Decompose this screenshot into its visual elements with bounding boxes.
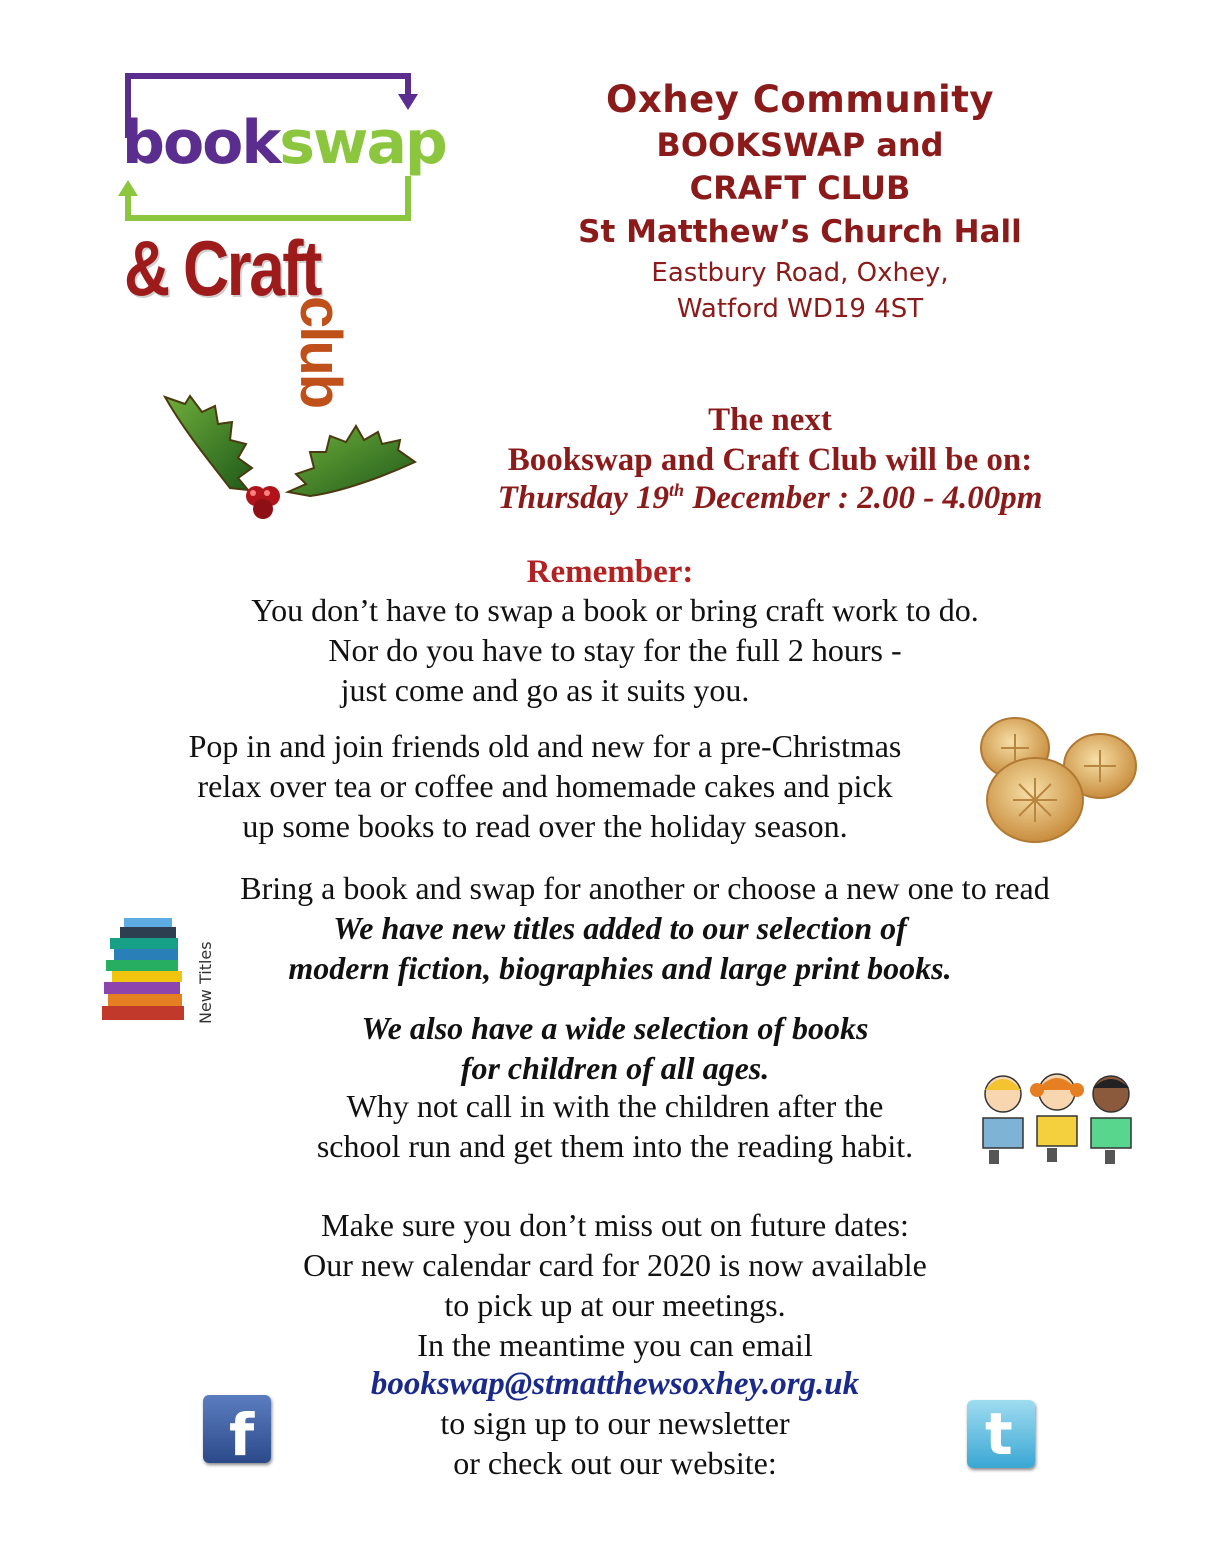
twitter-glyph: t (985, 1400, 1013, 1468)
twitter-icon[interactable] (967, 1400, 1035, 1468)
remember-heading: Remember: (526, 554, 694, 590)
future-line-4: In the meantime you can email (417, 1327, 813, 1363)
logo-word-book: book (122, 108, 280, 178)
logo-word-club: club (288, 296, 353, 408)
new-titles-badge: New Titles (196, 941, 215, 1024)
facebook-icon[interactable] (203, 1395, 271, 1469)
books-line-2: We have new titles added to our selection of (333, 910, 907, 946)
children-line-1: We also have a wide selection of books (361, 1010, 869, 1046)
holly-icon (160, 392, 420, 522)
future-line-3: to pick up at our meetings. (444, 1287, 786, 1323)
books-line-1: Bring a book and swap for another or choose a new one to read (240, 870, 1050, 906)
logo-word-craft: & Craft (124, 224, 320, 312)
header-line-bookswap: BOOKSWAP and (656, 126, 944, 164)
header-line-craft-club: CRAFT CLUB (689, 169, 911, 207)
remember-line-3: just come and go as it suits you. (340, 672, 750, 708)
header-address-line2: Watford WD19 4ST (676, 294, 924, 324)
books-line-3: modern fiction, biographies and large print books. (288, 950, 952, 986)
future-line-newsletter: to sign up to our newsletter (440, 1405, 790, 1441)
header-address-line1: Eastbury Road, Oxhey, (651, 258, 949, 288)
bookswap-logo (118, 68, 448, 408)
children-line-2: for children of all ages. (460, 1050, 770, 1086)
remember-line-2: Nor do you have to stay for the full 2 hours - (328, 632, 902, 668)
facebook-glyph: f (229, 1401, 255, 1469)
next-event-date-prefix: Thursday 19 (497, 480, 670, 516)
future-line-website: or check out our website: (453, 1445, 777, 1481)
popin-line-3: up some books to read over the holiday season. (242, 808, 848, 844)
future-line-2: Our new calendar card for 2020 is now available (303, 1247, 927, 1283)
remember-line-1: You don’t have to swap a book or bring craft work to do. (251, 592, 979, 628)
email-link[interactable]: bookswap@stmatthewsoxhey.org.uk (370, 1366, 860, 1402)
children-line-3: Why not call in with the children after the (346, 1088, 884, 1124)
next-event-line2: Bookswap and Craft Club will be on: (507, 442, 1033, 478)
next-event-date-sup: th (669, 480, 685, 500)
popin-line-1: Pop in and join friends old and new for a pre-Christmas (188, 728, 902, 764)
children-line-4: school run and get them into the reading habit. (316, 1128, 914, 1164)
popin-line-2: relax over tea or coffee and homemade cakes and pick (197, 768, 893, 804)
next-event-date-suffix: December : 2.00 - 4.00pm (684, 480, 1043, 516)
next-event-line1: The next (708, 402, 832, 438)
mince-pies-icon (975, 708, 1140, 848)
header-title: Oxhey Community (605, 78, 995, 121)
future-line-1: Make sure you don’t miss out on future dates: (321, 1207, 909, 1243)
next-event-date (430, 480, 1110, 517)
reading-children-icon (975, 1068, 1140, 1168)
header-venue: St Matthew’s Church Hall (578, 214, 1022, 250)
logo-word-swap: swap (279, 108, 446, 178)
book-stack-icon (94, 916, 224, 1026)
